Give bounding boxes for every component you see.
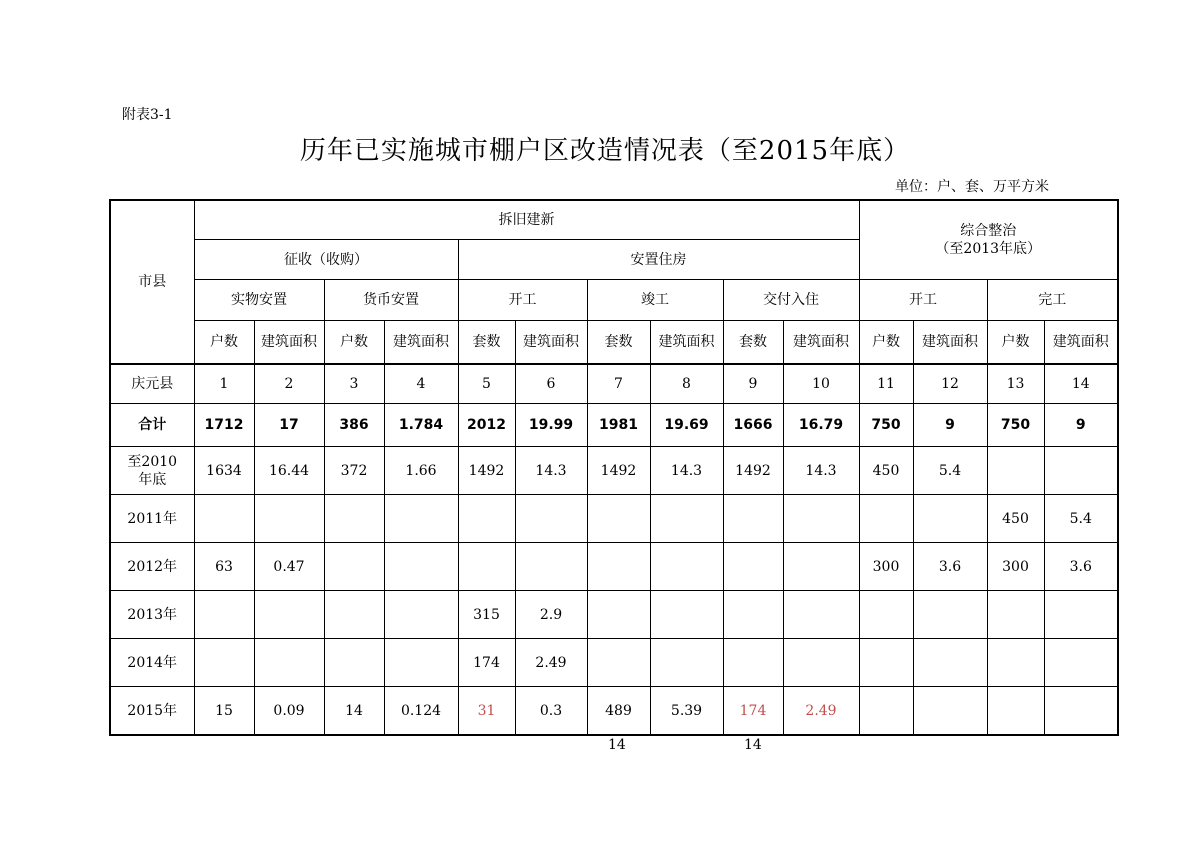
table-cell: 63 (194, 543, 254, 591)
table-cell: 300 (859, 543, 913, 591)
table-cell (1044, 687, 1118, 736)
table-cell (859, 495, 913, 543)
header-demolish-rebuild: 拆旧建新 (194, 200, 859, 240)
table-cell: 14.3 (515, 447, 587, 495)
table-cell (515, 495, 587, 543)
table-cell: 1492 (458, 447, 515, 495)
table-cell: 1712 (194, 404, 254, 447)
table-cell (254, 495, 324, 543)
table-cell: 9 (1044, 404, 1118, 447)
row-label: 庆元县 (110, 364, 194, 404)
table-row (110, 364, 1118, 404)
header-started: 开工 (458, 280, 587, 321)
table-cell (1044, 447, 1118, 495)
table-cell (913, 639, 987, 687)
table-cell (859, 639, 913, 687)
table-cell: 3.6 (913, 543, 987, 591)
table-cell: 1.784 (384, 404, 458, 447)
table-cell (723, 543, 783, 591)
table-cell: 3.6 (1044, 543, 1118, 591)
row-label: 2011年 (110, 495, 194, 543)
table-cell: 16.44 (254, 447, 324, 495)
header-floor-area: 建筑面积 (783, 321, 859, 365)
table-cell (723, 591, 783, 639)
table-cell: 5.4 (913, 447, 987, 495)
table-cell (650, 495, 723, 543)
header-households: 户数 (324, 321, 384, 365)
table-cell: 0.09 (254, 687, 324, 736)
table-cell: 1492 (723, 447, 783, 495)
row-label: 2014年 (110, 639, 194, 687)
header-resettlement: 安置住房 (458, 240, 859, 280)
table-cell: 4 (384, 364, 458, 404)
table-cell: 489 (587, 687, 650, 736)
table-cell: 750 (987, 404, 1044, 447)
table-cell: 1492 (587, 447, 650, 495)
header-monetary: 货币安置 (324, 280, 458, 321)
header-completed: 竣工 (587, 280, 723, 321)
table-cell: 8 (650, 364, 723, 404)
table-cell: 13 (987, 364, 1044, 404)
table-row (110, 495, 1118, 543)
table-cell (384, 495, 458, 543)
table-cell (324, 495, 384, 543)
table-cell (194, 495, 254, 543)
table-cell (913, 687, 987, 736)
header-floor-area: 建筑面积 (254, 321, 324, 365)
row-label: 2012年 (110, 543, 194, 591)
table-cell: 2.49 (783, 687, 859, 736)
table-cell: 1666 (723, 404, 783, 447)
table-cell (859, 687, 913, 736)
table-cell: 11 (859, 364, 913, 404)
header-floor-area: 建筑面积 (384, 321, 458, 365)
table-cell: 0.3 (515, 687, 587, 736)
header-sets: 套数 (723, 321, 783, 365)
table-cell (1044, 591, 1118, 639)
table-cell: 5 (458, 364, 515, 404)
table-cell (384, 591, 458, 639)
table-cell: 10 (783, 364, 859, 404)
table-cell (587, 543, 650, 591)
table-cell (913, 591, 987, 639)
table-cell: 14.3 (650, 447, 723, 495)
table-cell (783, 639, 859, 687)
table-cell: 16.79 (783, 404, 859, 447)
table-cell (587, 591, 650, 639)
table-cell (515, 543, 587, 591)
table-cell: 14 (324, 687, 384, 736)
table-cell: 9 (913, 404, 987, 447)
header-sets: 套数 (587, 321, 650, 365)
table-cell: 5.39 (650, 687, 723, 736)
table-row (110, 639, 1118, 687)
unit-label: 单位：户、套、万平方米 (895, 179, 1049, 195)
table-cell: 19.99 (515, 404, 587, 447)
table-cell (384, 543, 458, 591)
header-floor-area: 建筑面积 (650, 321, 723, 365)
table-cell: 2 (254, 364, 324, 404)
table-cell (650, 639, 723, 687)
table-cell (324, 543, 384, 591)
header-city: 市县 (110, 200, 194, 364)
table-cell (194, 639, 254, 687)
table-cell: 1 (194, 364, 254, 404)
table-row (110, 404, 1118, 447)
table-cell (723, 639, 783, 687)
table-row (110, 543, 1118, 591)
footnote-1: 14 (608, 737, 626, 753)
table-cell: 31 (458, 687, 515, 736)
data-table (109, 199, 1119, 736)
table-cell (987, 447, 1044, 495)
table-row (110, 687, 1118, 736)
table-cell (987, 639, 1044, 687)
header-comprehensive-line2: （至2013年底） (935, 241, 1042, 257)
header-expropriation: 征收（收购） (194, 240, 458, 280)
row-label: 合计 (110, 404, 194, 447)
header-households: 户数 (859, 321, 913, 365)
header-comprehensive-line1: 综合整治 (960, 223, 1017, 239)
table-cell (987, 591, 1044, 639)
table-cell: 2.9 (515, 591, 587, 639)
table-cell: 3 (324, 364, 384, 404)
header-floor-area: 建筑面积 (1044, 321, 1118, 365)
table-title: 历年已实施城市棚户区改造情况表（至2015年底） (299, 136, 911, 166)
attachment-label: 附表3-1 (122, 107, 173, 123)
header-households: 户数 (194, 321, 254, 365)
table-cell (859, 591, 913, 639)
table-cell: 174 (723, 687, 783, 736)
table-cell: 14.3 (783, 447, 859, 495)
header-households: 户数 (987, 321, 1044, 365)
table-cell: 5.4 (1044, 495, 1118, 543)
table-cell (458, 543, 515, 591)
row-label: 2015年 (110, 687, 194, 736)
header-completed-2: 完工 (987, 280, 1118, 321)
table-cell: 0.47 (254, 543, 324, 591)
table-cell (254, 591, 324, 639)
table-cell (458, 495, 515, 543)
header-floor-area: 建筑面积 (913, 321, 987, 365)
table-cell: 9 (723, 364, 783, 404)
table-cell (650, 591, 723, 639)
table-cell: 450 (987, 495, 1044, 543)
table-cell: 450 (859, 447, 913, 495)
table-cell: 14 (1044, 364, 1118, 404)
table-cell: 372 (324, 447, 384, 495)
table-cell: 6 (515, 364, 587, 404)
row-label: 2013年 (110, 591, 194, 639)
table-cell (783, 591, 859, 639)
table-body (110, 364, 1118, 735)
table-cell: 2.49 (515, 639, 587, 687)
table-cell (913, 495, 987, 543)
header-started-2: 开工 (859, 280, 987, 321)
table-cell: 315 (458, 591, 515, 639)
table-cell (587, 639, 650, 687)
table-cell: 1981 (587, 404, 650, 447)
table-cell (783, 543, 859, 591)
header-sets: 套数 (458, 321, 515, 365)
table-cell: 750 (859, 404, 913, 447)
table-cell (783, 495, 859, 543)
table-cell: 7 (587, 364, 650, 404)
header-comprehensive (859, 200, 1118, 280)
table-cell (384, 639, 458, 687)
table-cell (194, 591, 254, 639)
header-floor-area: 建筑面积 (515, 321, 587, 365)
table-cell: 12 (913, 364, 987, 404)
table-cell (587, 495, 650, 543)
header-in-kind: 实物安置 (194, 280, 324, 321)
table-cell (650, 543, 723, 591)
table-cell: 300 (987, 543, 1044, 591)
table-cell: 1.66 (384, 447, 458, 495)
table-cell (1044, 639, 1118, 687)
table-cell (254, 639, 324, 687)
table-cell: 17 (254, 404, 324, 447)
table-cell: 0.124 (384, 687, 458, 736)
table-row (110, 447, 1118, 495)
table-cell: 2012 (458, 404, 515, 447)
table-cell (324, 639, 384, 687)
table-cell: 15 (194, 687, 254, 736)
table-cell (723, 495, 783, 543)
footnote-2: 14 (744, 737, 762, 753)
table-cell (324, 591, 384, 639)
table-cell: 1634 (194, 447, 254, 495)
row-label: 至2010年底 (110, 447, 194, 495)
table-cell: 386 (324, 404, 384, 447)
table-row (110, 591, 1118, 639)
header-delivered: 交付入住 (723, 280, 859, 321)
table-cell: 174 (458, 639, 515, 687)
table-cell: 19.69 (650, 404, 723, 447)
table-cell (987, 687, 1044, 736)
